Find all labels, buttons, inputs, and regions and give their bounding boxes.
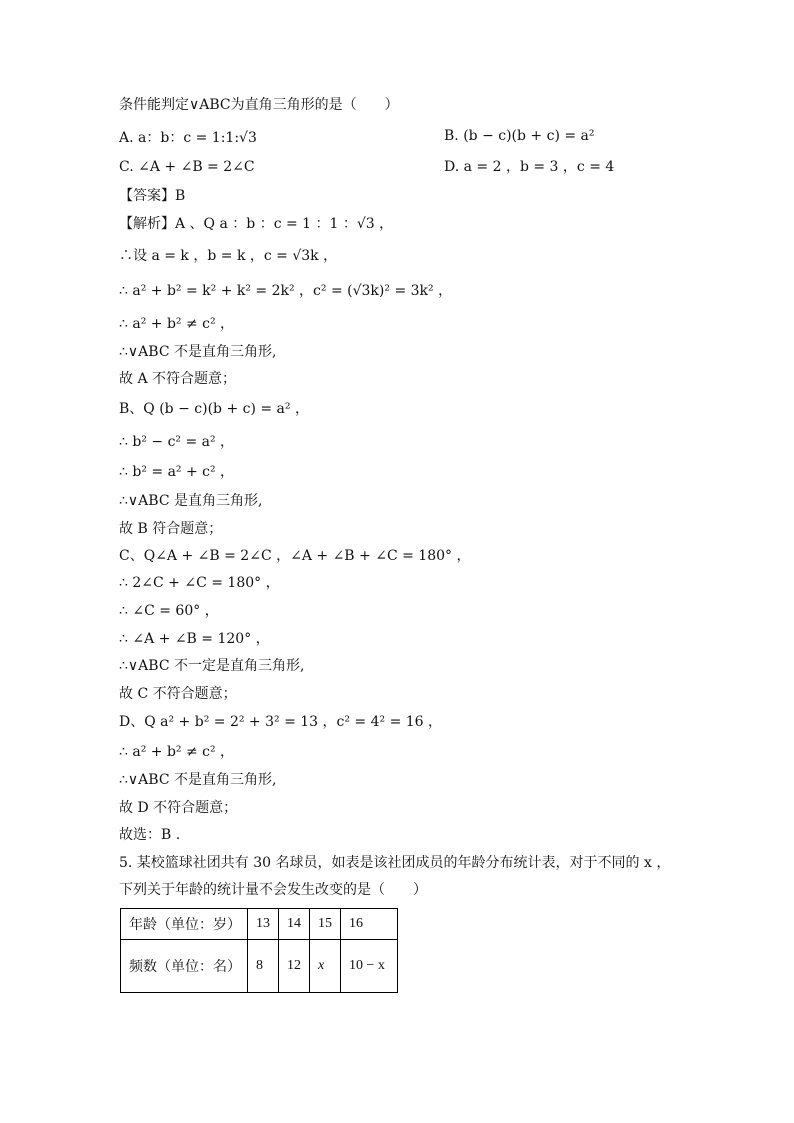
analysis-line-10: ∴∨ABC 是直角三角形, [119, 493, 263, 509]
analysis-line-22: 故选：B . [119, 827, 181, 843]
analysis-line-15: ∴ ∠A + ∠B = 120° ， [119, 631, 270, 647]
table-cell-frequency: 12 [279, 940, 310, 993]
option-a: A. a：b：c = 1:1:√3 [119, 130, 257, 146]
analysis-line-2: ∴设 a = k ，b = k ，c = √3k ， [119, 248, 338, 264]
answer-label: 【答案】B [119, 188, 186, 204]
question-5-line-2: 下列关于年龄的统计量不会发生改变的是（ ） [119, 882, 427, 898]
table-cell-age: 14 [279, 909, 310, 940]
table-header-frequency: 频数（单位：名） [121, 940, 248, 993]
analysis-line-1: 【解析】A 、Q a ：b ：c = 1 ：1 ：√3 ， [119, 216, 394, 232]
table-row [121, 909, 398, 940]
analysis-line-8: ∴ b² − c² = a² ， [119, 434, 235, 450]
analysis-line-19: ∴ a² + b² ≠ c² ， [119, 744, 235, 760]
table-cell-frequency: 8 [248, 940, 279, 993]
analysis-line-17: 故 C 不符合题意； [119, 686, 237, 702]
table-row [121, 940, 398, 993]
table-cell-frequency: 10 − x [341, 940, 398, 993]
table-cell-age: 16 [341, 909, 398, 940]
age-frequency-table [120, 908, 398, 993]
analysis-line-18: D、Q a² + b² = 2² + 3² = 13 ，c² = 4² = 16 ， [119, 714, 443, 730]
option-b: B. (b − c)(b + c) = a² [444, 128, 595, 144]
analysis-line-6: 故 A 不符合题意； [119, 371, 237, 387]
option-d: D. a = 2 ，b = 3 ，c = 4 [444, 159, 615, 175]
table-cell-frequency: x [310, 940, 341, 993]
question-4-stem: 条件能判定∨ABC为直角三角形的是（ ） [119, 97, 399, 113]
table-header-age: 年龄（单位：岁） [121, 909, 248, 940]
analysis-line-7: B、Q (b − c)(b + c) = a² ， [119, 401, 309, 417]
analysis-line-21: 故 D 不符合题意； [119, 800, 238, 816]
analysis-line-12: C、Q∠A + ∠B = 2∠C ，∠A + ∠B + ∠C = 180° ， [119, 548, 471, 564]
analysis-line-9: ∴ b² = a² + c² ， [119, 464, 235, 480]
analysis-line-5: ∴∨ABC 不是直角三角形, [119, 344, 277, 360]
option-c: C. ∠A + ∠B = 2∠C [119, 159, 255, 175]
analysis-line-11: 故 B 符合题意； [119, 521, 223, 537]
analysis-line-13: ∴ 2∠C + ∠C = 180° ， [119, 575, 280, 591]
question-5-line-1: 5. 某校篮球社团共有 30 名球员，如表是该社团成员的年龄分布统计表，对于不同的 x ， [119, 855, 671, 871]
table-cell-age: 15 [310, 909, 341, 940]
analysis-line-20: ∴∨ABC 不是直角三角形, [119, 772, 277, 788]
table-cell-age: 13 [248, 909, 279, 940]
analysis-line-4: ∴ a² + b² ≠ c² ， [119, 316, 235, 332]
analysis-line-14: ∴ ∠C = 60° ， [119, 603, 219, 619]
analysis-line-3: ∴ a² + b² = k² + k² = 2k² ，c² = (√3k)² = 3k² ， [119, 283, 453, 299]
analysis-line-16: ∴∨ABC 不一定是直角三角形, [119, 658, 305, 674]
